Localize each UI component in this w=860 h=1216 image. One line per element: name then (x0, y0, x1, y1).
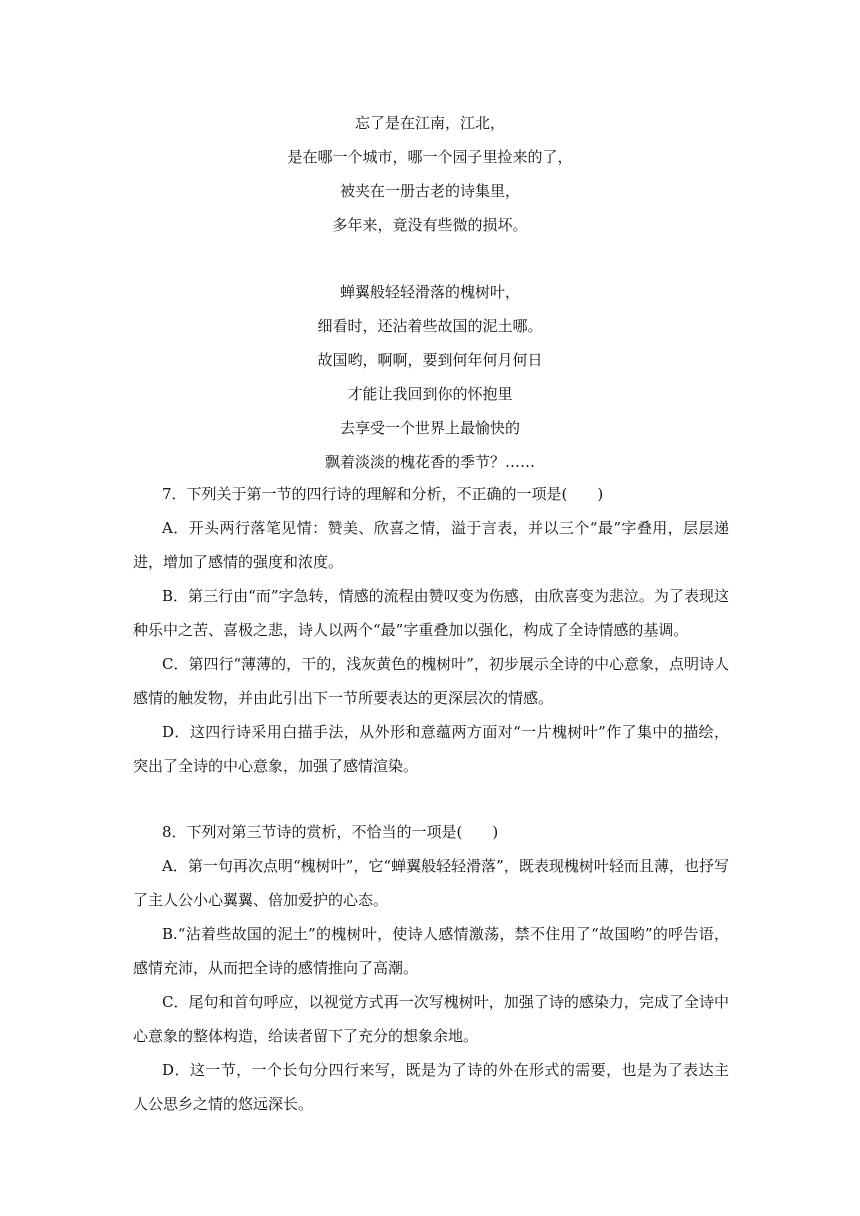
question-8 (133, 815, 729, 1121)
option-c: C．第四行“薄薄的，干的，浅灰黄色的槐树叶”，初步展示全诗的中心意象，点明诗人感情的触发物，并由此引出下一节所要表达的更深层次的情感。 (133, 655, 729, 707)
poem-line: 去享受一个世界上最愉快的 (339, 419, 520, 437)
poem-line: 被夹在一册古老的诗集里， (339, 182, 520, 200)
poem-line: 才能让我回到你的怀抱里 (347, 385, 513, 403)
option-a: A．第一句再次点明“槐树叶”，它“蝉翼般轻轻滑落”，既表现槐树叶轻而且薄，也抒写了主人公小心翼翼、倍加爱护的心态。 (133, 857, 729, 909)
poem-line: 忘了是在江南，江北， (354, 114, 505, 132)
question-stem: 8．下列对第三节诗的赏析，不恰当的一项是( ) (162, 823, 499, 841)
option-b: B．第三行由“而”字急转，情感的流程由赞叹变为伤感，由欣喜变为悲泣。为了表现这种乐中之苦、喜极之悲，诗人以两个“最”字重叠加以强化，构成了全诗情感的基调。 (133, 587, 729, 639)
poem-line: 飘着淡淡的槐花香的季节？…… (324, 453, 535, 471)
option-d: D．这一节，一个长句分四行来写，既是为了诗的外在形式的需要，也是为了表达主人公思乡之情的悠远深长。 (133, 1061, 729, 1113)
poem-stanza-2 (0, 275, 860, 479)
poem-line: 蝉翼般轻轻滑落的槐树叶， (339, 283, 520, 301)
poem-line: 多年来，竟没有些微的损坏。 (332, 216, 528, 234)
option-c: C．尾句和首句呼应，以视觉方式再一次写槐树叶，加强了诗的感染力，完成了全诗中心意象的整体构造，给读者留下了充分的想象余地。 (133, 993, 729, 1045)
poem-stanza-1 (0, 106, 860, 242)
option-a: A．开头两行落笔见情：赞美、欣喜之情，溢于言表，并以三个“最”字叠用，层层递进，增加了感情的强度和浓度。 (133, 519, 729, 571)
poem-line: 故国哟，啊啊，要到何年何月何日 (317, 351, 543, 369)
option-b: B.“沾着些故国的泥土”的槐树叶，使诗人感情激荡，禁不住用了“故国哟”的呼告语，感情充沛，从而把全诗的感情推向了高潮。 (133, 925, 729, 977)
option-d: D．这四行诗采用白描手法，从外形和意蕴两方面对“一片槐树叶”作了集中的描绘，突出了全诗的中心意象，加强了感情渲染。 (133, 723, 729, 775)
poem-line: 细看时，还沾着些故国的泥土哪。 (317, 317, 543, 335)
question-stem: 7．下列关于第一节的四行诗的理解和分析，不正确的一项是( ) (162, 485, 604, 503)
poem-line: 是在哪一个城市，哪一个园子里捡来的了， (287, 148, 573, 166)
question-7 (133, 477, 729, 783)
